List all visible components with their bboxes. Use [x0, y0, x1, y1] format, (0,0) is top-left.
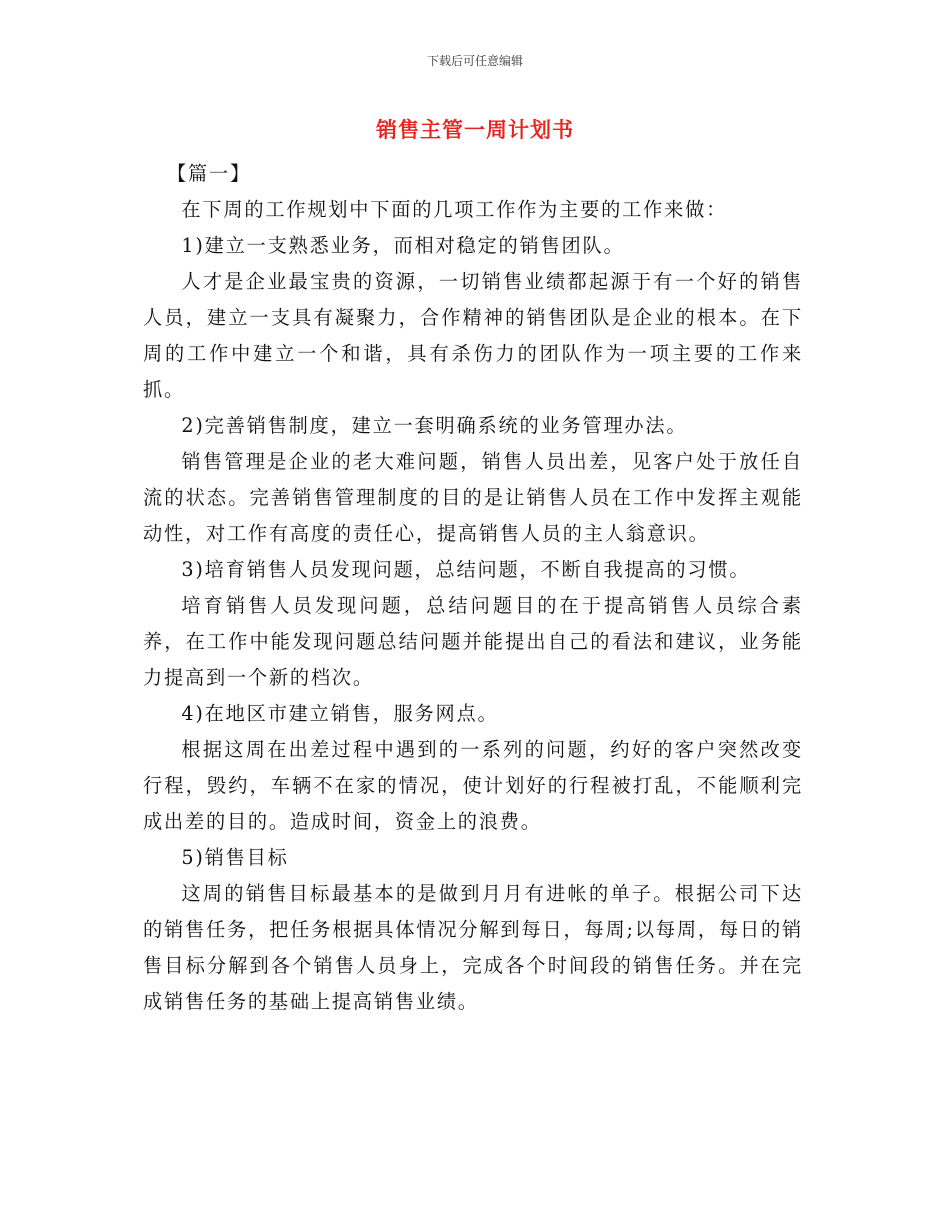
- paragraph-item-3-body: 培育销售人员发现问题，总结问题目的在于提高销售人员综合素养，在工作中能发现问题总结问题并能提出自己的看法和建议，业务能力提高到一个新的档次。: [143, 594, 803, 689]
- paragraph-item-5-heading: 5)销售目标: [181, 846, 289, 869]
- page-header: 下载后可任意编辑: [426, 54, 523, 68]
- paragraph-item-2-body: 销售管理是企业的老大难问题，销售人员出差，见客户处于放任自流的状态。完善销售管理制度的目的是让销售人员在工作中发挥主观能动性，对工作有高度的责任心，提高销售人员的主人翁意识。: [143, 450, 803, 545]
- paragraph-item-4-body: 根据这周在出差过程中遇到的一系列的问题，约好的客户突然改变行程，毁约，车辆不在家的情况，使计划好的行程被打乱，不能顺利完成出差的目的。造成时间，资金上的浪费。: [143, 738, 803, 833]
- section-heading: 【篇一】: [167, 162, 251, 185]
- paragraph-item-1-body: 人才是企业最宝贵的资源，一切销售业绩都起源于有一个好的销售人员，建立一支具有凝聚力，合作精神的销售团队是企业的根本。在下周的工作中建立一个和谐，具有杀伤力的团队作为一项主要的工作来抓。: [143, 270, 803, 401]
- document-body: [143, 156, 803, 1020]
- paragraph-intro: 在下周的工作规划中下面的几项工作作为主要的工作来做：: [181, 198, 728, 221]
- paragraph-item-5-body: 这周的销售目标最基本的是做到月月有进帐的单子。根据公司下达的销售任务，把任务根据具体情况分解到每日，每周;以每周，每日的销售目标分解到各个销售人员身上，完成各个时间段的销售任务。并在完成销售任务的基础上提高销售业绩。: [143, 882, 803, 1013]
- paragraph-item-3-heading: 3)培育销售人员发现问题，总结问题，不断自我提高的习惯。: [181, 558, 751, 581]
- paragraph-item-1-heading: 1)建立一支熟悉业务，而相对稳定的销售团队。: [181, 234, 625, 257]
- document-title: 销售主管一周计划书: [376, 118, 574, 142]
- paragraph-item-2-heading: 2)完善销售制度，建立一套明确系统的业务管理办法。: [181, 414, 688, 437]
- paragraph-item-4-heading: 4)在地区市建立销售，服务网点。: [181, 702, 499, 725]
